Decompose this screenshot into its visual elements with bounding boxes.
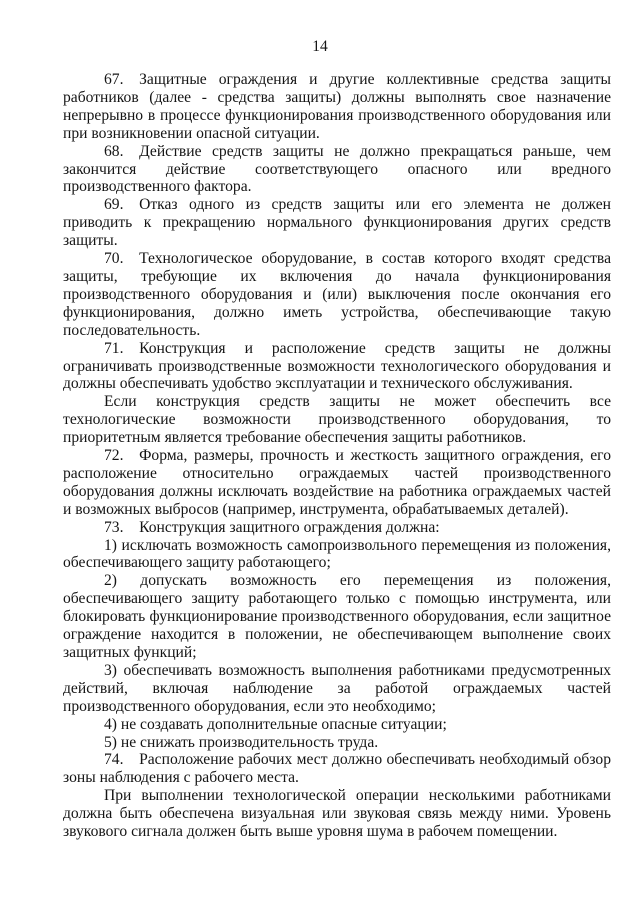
list-item-3: 3) обеспечивать возможность выполнения работниками предусмотренных действий, включая наблюдение за работой ограждаемых частей производственного оборудования, если это необходимо; xyxy=(63,661,611,715)
paragraph-74-continued: При выполнении технологической операции несколькими работниками должна быть обеспечена визуальная или звуковая связь между ними. Уровень звукового сигнала должен быть выше уровня шума в рабочем помещении. xyxy=(63,787,611,841)
list-item-5: 5) не снижать производительность труда. xyxy=(104,733,379,751)
paragraph-73: 73. Конструкция защитного ограждения должна: xyxy=(104,518,440,536)
paragraph-67: 67. Защитные ограждения и другие коллективные средства защиты работников (далее - средства защиты) должны выполнять свое назначение непрерывно в процессе функционирования производственного оборудования или при возникновении опасной ситуации. xyxy=(63,71,611,142)
paragraph-74: 74. Расположение рабочих мест должно обеспечивать необходимый обзор зоны наблюдения с рабочего места. xyxy=(63,751,611,787)
paragraph-72: 72. Форма, размеры, прочность и жесткость защитного ограждения, его расположение относительно ограждаемых частей производственного оборудования должны исключать воздействие на работника ограждаемых частей и возможных выбросов (например, инструмента, обрабатываемых деталей). xyxy=(63,447,611,518)
page-number: 14 xyxy=(312,38,328,55)
paragraph-71-continued: Если конструкция средств защиты не может обеспечить все технологические возможности производственного оборудования, то приоритетным является требование обеспечения защиты работников. xyxy=(63,393,611,447)
list-item-4: 4) не создавать дополнительные опасные ситуации; xyxy=(104,715,447,733)
paragraph-70: 70. Технологическое оборудование, в состав которого входят средства защиты, требующие их включения до начала функционирования производственного оборудования и (или) выключения после окончания его функционирования, должно иметь устройства, обеспечивающие такую последовательность. xyxy=(63,250,611,339)
list-item-1: 1) исключать возможность самопроизвольного перемещения из положения, обеспечивающего защиту работающего; xyxy=(63,536,611,572)
paragraph-68: 68. Действие средств защиты не должно прекращаться раньше, чем закончится действие соответствующего опасного или вредного производственного фактора. xyxy=(63,142,611,196)
document-body xyxy=(63,71,611,841)
paragraph-69: 69. Отказ одного из средств защиты или его элемента не должен приводить к прекращению нормального функционирования других средств защиты. xyxy=(63,196,611,250)
paragraph-71: 71. Конструкция и расположение средств защиты не должны ограничивать производственные возможности технологического оборудования и должны обеспечивать удобство эксплуатации и технического обслуживания. xyxy=(63,339,611,393)
list-item-2: 2) допускать возможность его перемещения из положения, обеспечивающего защиту работающего только с помощью инструмента, или блокировать функционирование производственного оборудования, если защитное ограждение находится в положении, не обеспечивающем выполнение своих защитных функций; xyxy=(63,572,611,661)
